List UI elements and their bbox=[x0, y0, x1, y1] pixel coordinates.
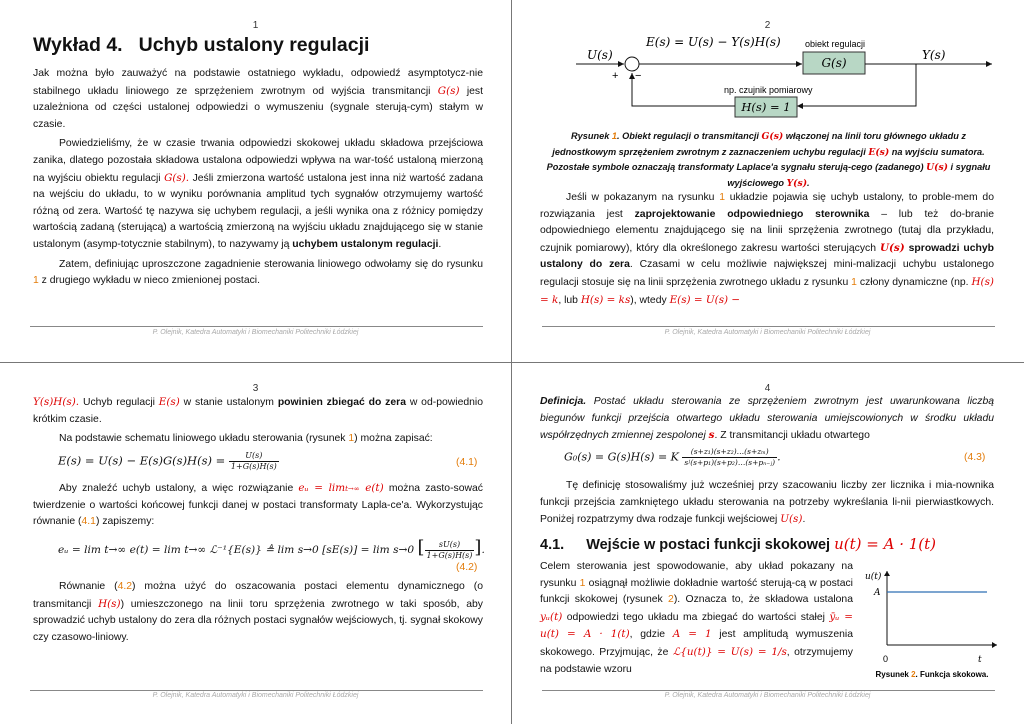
definition-block bbox=[540, 394, 994, 445]
axis-label-A: A bbox=[874, 588, 881, 598]
page-1 bbox=[0, 0, 511, 362]
paragraph: Na podstawie schematu liniowego układu sterowania (rysunek 1) można zapisać: bbox=[59, 433, 433, 445]
equation-4-1: E(s) = U(s) − E(s)G(s)H(s) = $\frac{U(s)}{1+G(s)H(s)}$ bbox=[58, 451, 277, 471]
summing-junction bbox=[625, 57, 639, 71]
page-2 bbox=[512, 0, 1023, 362]
paragraph: Zatem, definiując uproszczone zagadnienie sterowania liniowego odwołamy się do rysunku 1 z drugiego wykładu w nieco zmienionej postaci. bbox=[33, 258, 483, 287]
page-1-body bbox=[33, 66, 483, 290]
page-number: 3 bbox=[252, 383, 259, 394]
page-3-body-2 bbox=[33, 480, 483, 531]
paragraph: Powiedzieliśmy, że w czasie trwania odpowiedzi skokowej układu składowa przejściowa zanika, dlatego pozostała składowa ustalona odpowiedzi wpływa na war-tość ustaloną mierzoną na wyjściu obiektu regulacji G(s). Jeśli zmierzona wartość ustalona jest inna niż wartość zadana na wejściu do układu, to w wyniku porównania amplitud tych sygnałów otrzymujemy wartość różną od zera. Wartość tę nazywa się uchybem regulacji, a jeśli wynika ona z różnicy pomiędzy wartością zadaną (sterującą) a wartością zmierzoną na wyjściu układu znajdującego się w stanie ustalonym (asymp-totycznie stabilnym), to nazywamy ją uchybem ustalonym regulacji. bbox=[33, 138, 483, 250]
paragraph: Y(s)H(s). Uchyb regulacji E(s) w stanie ustalonym powinien zbiegać do zera w od-powiednio krótkim czasie. bbox=[33, 396, 483, 425]
page-footer: P. Olejnik, Katedra Automatyki i Biomechaniki Politechniki Łódzkiej bbox=[664, 692, 871, 699]
block-diagram bbox=[512, 0, 1023, 130]
equation-number: (4.2) bbox=[456, 562, 478, 573]
equation-4-2: eᵤ = lim t→∞ e(t) = lim t→∞ ℒ⁻¹{E(s)} ≜ lim s→0 [sE(s)] = lim s→0 [ $\frac{sU(s)}{1+G(s)H(s)}$ ]. bbox=[58, 537, 485, 560]
output-label-Y: Y(s) bbox=[922, 48, 946, 62]
sensor-label: np. czujnik pomiarowy bbox=[724, 85, 813, 95]
input-label-U: U(s) bbox=[587, 48, 613, 62]
axis-label-t: t bbox=[978, 655, 982, 665]
page-3 bbox=[0, 363, 511, 724]
figure-1-caption: Rysunek 1. Obiekt regulacji o transmitancji G(s) włączonej na linii toru głównego układu z jednostkowym sprzężeniem zwrotnym z zaznaczeniem uchybu regulacji E(s) na wyjściu sumatora. Pozostałe symbole oznaczają transformaty Laplace'a sygnału sterują-cego (zadanego) U(s) i sygnału wyjściowego Y(s). bbox=[546, 131, 991, 189]
minus-sign: − bbox=[635, 70, 642, 82]
footer-rule bbox=[30, 326, 483, 327]
paragraph: Równanie (4.2) można użyć do oszacowania postaci elementu dynamicznego (o transmitancji H(s)) umieszczonego na linii toru sprzężenia zwrotnego w taki sposób, aby sprowadzić uchyb ustalony do zera dla różnych postaci sygnałów wejściowych, tj. sygnał skokowy czy czasowo-liniowy. bbox=[33, 581, 483, 643]
paragraph: Tę definicję stosowaliśmy już wcześniej przy szacowaniu liczby zer licznika i mia-nownika funkcji przejścia zamkniętego układu sterowania na potrzeby wykreślania li-nii pierwiastkowych. Poniżej rozpatrzymy dwa rodzaje funkcji wejściowej U(s). bbox=[540, 480, 994, 526]
paragraph: Jak można było zauważyć na podstawie ostatniego wykładu, odpowiedź asymptotycz-nie stabilnego układu liniowego ze sprzężeniem zwrotnym od wyjścia transmitancji G(s) jest uzależniona od części ustalonej odpowiedzi o wymuszeniu (sygnale sterują-cym) stałym w czasie. bbox=[33, 68, 483, 130]
page-footer: P. Olejnik, Katedra Automatyki i Biomechaniki Politechniki Łódzkiej bbox=[152, 692, 359, 699]
step-function-figure bbox=[862, 563, 1002, 688]
error-equation: E(s) = U(s) − Y(s)H(s) bbox=[646, 35, 781, 49]
page-2-body bbox=[540, 190, 994, 309]
paragraph: Celem sterowania jest spowodowanie, aby układ pokazany na rysunku 1 osiągnął możliwie dokładnie wartość sterują-cą w postaci funkcji skokowej (rysunek 2). Oznacza to, że składowa ustalona yᵤ(t) odpowiedzi tego układu ma zbiegać do wartości stałej ȳᵤ = u(t) = A · 1(t), gdzie A = 1 jest amplitudą wymuszenia skokowego. Przyjmując, że ℒ{u(t)} = U(s) = 1/s, otrzymujemy na podstawie wzoru bbox=[540, 561, 853, 675]
axis-origin: 0 bbox=[883, 654, 889, 664]
footer-rule bbox=[542, 690, 995, 691]
lecture-title bbox=[33, 34, 369, 57]
page-3-body-3 bbox=[33, 579, 483, 646]
paragraph: Jeśli w pokazanym na rysunku 1 układzie pojawia się uchyb ustalony, to proble-mem do rozwiązania jest zaprojektowanie odpowiedniego sterownika – lub też do-branie odpowiedniego elementu znajdującego się na linii sprzężenia zwrotnego (tutaj dla przykładu, czujnik pomiarowy), który dla określonego zakresu wartości sterujących U(s) sprowadzi uchyb ustalony do zera. Czasami w celu możliwie największej mini-malizacji uchybu ustalonego regulacji stosuje się na linii sprzężenia zwrotnego układu z rysunku 1 człony dynamiczne (np. H(s) = k, lub H(s) = ks), wtedy E(s) = U(s) − bbox=[540, 192, 994, 306]
section-heading: 4.1. Wejście w postaci funkcji skokowej u(t) = A · 1(t) bbox=[540, 535, 937, 553]
equation-number: (4.1) bbox=[456, 457, 478, 468]
footer-rule bbox=[30, 690, 483, 691]
footer-rule bbox=[542, 326, 995, 327]
paragraph: Aby znaleźć uchyb ustalony, a więc rozwiązanie eᵤ = limt→∞ e(t) można zasto-sować twierdzenie o wartości końcowej funkcji danej w postaci transformaty Lapla-ce'a. Wykorzystując równanie (4.1) zapiszemy: bbox=[33, 482, 483, 528]
axis-label-u: u(t) bbox=[865, 572, 882, 582]
equation-number: (4.3) bbox=[964, 452, 986, 463]
page-number: 4 bbox=[764, 383, 771, 394]
object-label: obiekt regulacji bbox=[805, 39, 866, 49]
equation-4-3: G₀(s) = G(s)H(s) = K $\frac{\text{(s+z₁)(s+z₂)…(s+zₘ)}}{\text{sʲ(s+p₁)(s+p₂)…(s+pₙ₋ⱼ)}}$ . bbox=[564, 447, 781, 467]
feedback-label-H: H(s) = 1 bbox=[741, 100, 791, 114]
lecture-number: Wykład 4. bbox=[33, 34, 123, 56]
figure-2-caption: Rysunek 2. Funkcja skokowa. bbox=[875, 670, 989, 679]
page-number: 1 bbox=[252, 20, 259, 31]
plant-label-G: G(s) bbox=[821, 56, 847, 70]
paragraph: Definicja. Postać układu sterowania ze sprzężeniem zwrotnym jest uwarunkowana liczbą biegunów funkcji przejścia otwartego układu sterowania umiejscowionych w środku układu współrzędnych zmiennej zespolonej s. Z transmitancji układu otwartego bbox=[540, 396, 994, 442]
lecture-title-text: Uchyb ustalony regulacji bbox=[138, 34, 370, 56]
page-3-body bbox=[33, 394, 483, 448]
page-footer: P. Olejnik, Katedra Automatyki i Biomechaniki Politechniki Łódzkiej bbox=[664, 329, 871, 336]
page-footer: P. Olejnik, Katedra Automatyki i Biomechaniki Politechniki Łódzkiej bbox=[152, 329, 359, 336]
plus-sign: + bbox=[612, 70, 619, 82]
page-4-body bbox=[540, 478, 994, 529]
page-number: 2 bbox=[764, 20, 771, 31]
page-4-body-2 bbox=[540, 559, 853, 678]
page-4 bbox=[512, 363, 1023, 724]
